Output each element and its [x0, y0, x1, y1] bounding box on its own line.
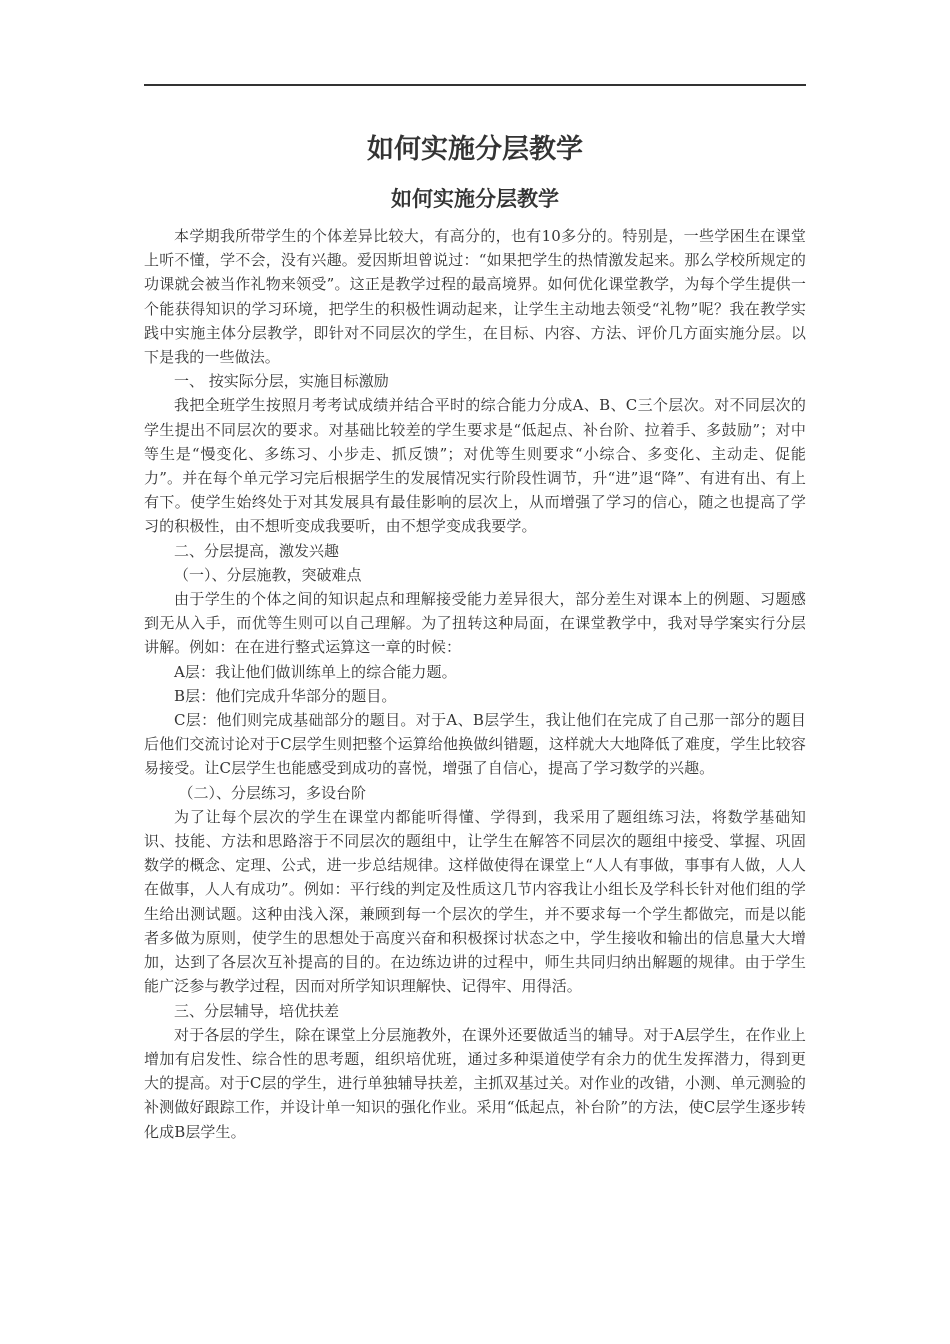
document-title: 如何实施分层教学	[367, 134, 583, 165]
paragraph-level-b: B层：他们完成升华部分的题目。	[174, 686, 397, 705]
subsection-heading-2-1: （一）、分层施教，突破难点	[174, 565, 362, 584]
paragraph-level-c: C层：他们则完成基础部分的题目。对于A、B层学生，我让他们在完成了自己那一部分的题目后他们交流讨论对于C层学生则把整个运算给他换做纠错题，这样就大大地降低了难度，学生比较容易接受。让C层学生也能感受到成功的喜悦，增强了自信心，提高了学习数学的兴趣。	[144, 711, 806, 778]
paragraph: 为了让每个层次的学生在课堂内都能听得懂、学得到，我采用了题组练习法，将数学基础知识、技能、方法和思路溶于不同层次的题组中，让学生在解答不同层次的题组中接受、掌握、巩固数学的概念、定理、公式，进一步总结规律。这样做使得在课堂上“人人有事做，事事有人做，人人在做事，人人有成功”。例如：平行线的判定及性质这几节内容我让小组长及学科长针对他们组的学生给出测试题。这种由浅入深，兼顾到每一个层次的学生，并不要求每一个学生都做完，而是以能者多做为原则，使学生的思想处于高度兴奋和积极探讨状态之中，学生接收和输出的信息量大大增加，达到了各层次互补提高的目的。在边练边讲的过程中，师生共同归纳出解题的规律。由于学生能广泛参与教学过程，因而对所学知识理解快、记得牢、用得活。	[144, 807, 806, 996]
section-heading-2: 二、分层提高，激发兴趣	[174, 541, 340, 560]
paragraph-intro: 本学期我所带学生的个体差异比较大，有高分的，也有10多分的。特别是，一些学困生在课堂上听不懂，学不会，没有兴趣。爱因斯坦曾说过：“如果把学生的热情激发起来。那么学校所规定的功课就会被当作礼物来领受”。这正是教学过程的最高境界。如何优化课堂教学，为每个学生提供一个能获得知识的学习环境，把学生的积极性调动起来，让学生主动地去领受“礼物”呢？我在教学实践中实施主体分层教学，即针对不同层次的学生，在目标、内容、方法、评价几方面实施分层。以下是我的一些做法。	[144, 227, 806, 367]
header-rule	[144, 84, 806, 86]
paragraph: 由于学生的个体之间的知识起点和理解接受能力差异很大，部分差生对课本上的例题、习题感到无从入手，而优等生则可以自己理解。为了扭转这种局面，在课堂教学中，我对导学案实行分层讲解。例如：在在进行整式运算这一章的时候：	[144, 590, 806, 657]
section-heading-3: 三、分层辅导，培优扶差	[174, 1001, 340, 1020]
section-heading-1: 一、 按实际分层，实施目标激励	[174, 372, 389, 391]
document-subtitle: 如何实施分层教学	[391, 186, 559, 211]
document-body	[144, 224, 806, 1144]
subsection-heading-2-2: （二）、分层练习，多设台阶	[178, 783, 367, 802]
paragraph: 我把全班学生按照月考考试成绩并结合平时的综合能力分成A、B、C三个层次。对不同层次的学生提出不同层次的要求。对基础比较差的学生要求是“低起点、补台阶、拉着手、多鼓励”；对中等生是“慢变化、多练习、小步走、抓反馈”；对优等生则要求“小综合、多变化、主动走、促能力”。并在每个单元学习完后根据学生的发展情况实行阶段性调节，升“进”退“降”、有进有出、有上有下。使学生始终处于对其发展具有最佳影响的层次上，从而增强了学习的信心，随之也提高了学习的积极性，由不想听变成我要听，由不想学变成我要学。	[144, 396, 806, 536]
paragraph: 对于各层的学生，除在课堂上分层施教外，在课外还要做适当的辅导。对于A层学生，在作业上增加有启发性、综合性的思考题，组织培优班，通过多种渠道使学有余力的优生发挥潜力，得到更大的提高。对于C层的学生，进行单独辅导扶差，主抓双基过关。对作业的改错，小测、单元测验的补测做好跟踪工作，并设计单一知识的强化作业。采用“低起点，补台阶”的方法，使C层学生逐步转化成B层学生。	[144, 1025, 806, 1141]
paragraph-level-a: A层：我让他们做训练单上的综合能力题。	[174, 662, 457, 681]
